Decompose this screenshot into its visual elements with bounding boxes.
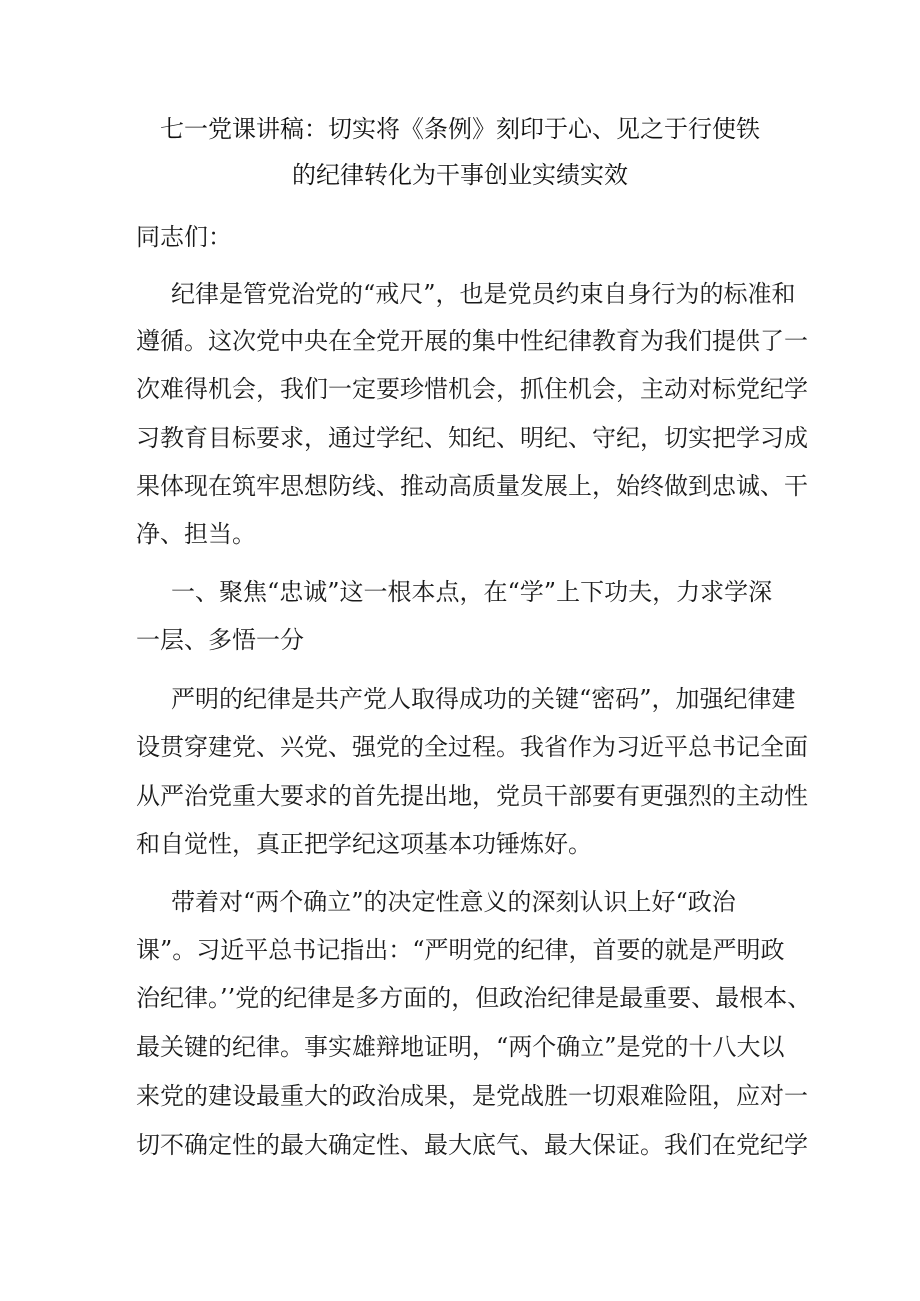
paragraph-line: 次难得机会，我们一定要珍惜机会，抓住机会，主动对标党纪学 — [136, 375, 808, 403]
paragraph-line: 课”。习近平总书记指出：“严明党的纪律，首要的就是严明政 — [136, 936, 785, 964]
title-line-2: 的纪律转化为干事创业实绩实效 — [292, 161, 628, 189]
paragraph-line: 设贯穿建党、兴党、强党的全过程。我省作为习近平总书记全面 — [136, 733, 808, 761]
paragraph-line: 最关键的纪律。事实雄辩地证明，“两个确立”是党的十八大以 — [136, 1033, 785, 1061]
paragraph-line: 治纪律。’’党的纪律是多方面的，但政治纪律是最重要、最根本、 — [136, 984, 812, 1012]
paragraph-line: 习教育目标要求，通过学纪、知纪、明纪、守纪，切实把学习成 — [136, 424, 808, 452]
paragraph-line: 严明的纪律是共产党人取得成功的关键“密码”，加强纪律建 — [171, 685, 796, 713]
paragraph-line: 果体现在筑牢思想防线、推动高质量发展上，始终做到忠诚、干 — [136, 472, 808, 500]
paragraph-line: 来党的建设最重大的政治成果，是党战胜一切艰难险阻，应对一 — [136, 1082, 808, 1110]
paragraph-line: 从严治党重大要求的首先提出地，党员干部要有更强烈的主动性 — [136, 782, 808, 810]
paragraph-line: 切不确定性的最大确定性、最大底气、最大保证。我们在党纪学 — [136, 1131, 808, 1159]
paragraph-line: 纪律是管党治党的“戒尺”，也是党员约束自身行为的标准和 — [171, 280, 796, 308]
paragraph-line: 净、担当。 — [136, 520, 256, 548]
salutation: 同志们： — [136, 223, 232, 251]
paragraph-line: 一、聚焦“忠诚”这一根本点，在“学”上下功夫，力求学深 — [171, 578, 773, 606]
paragraph-line: 遵循。这次党中央在全党开展的集中性纪律教育为我们提供了一 — [136, 327, 808, 355]
paragraph-line: 一层、多悟一分 — [136, 626, 304, 654]
paragraph-line: 带着对“两个确立”的决定性意义的深刻认识上好“政治 — [171, 888, 736, 916]
title-line-1: 七一党课讲稿：切实将《条例》刻印于心、见之于行使铁 — [160, 115, 760, 143]
paragraph-line: 和自觉性，真正把学纪这项基本功锤炼好。 — [136, 830, 592, 858]
